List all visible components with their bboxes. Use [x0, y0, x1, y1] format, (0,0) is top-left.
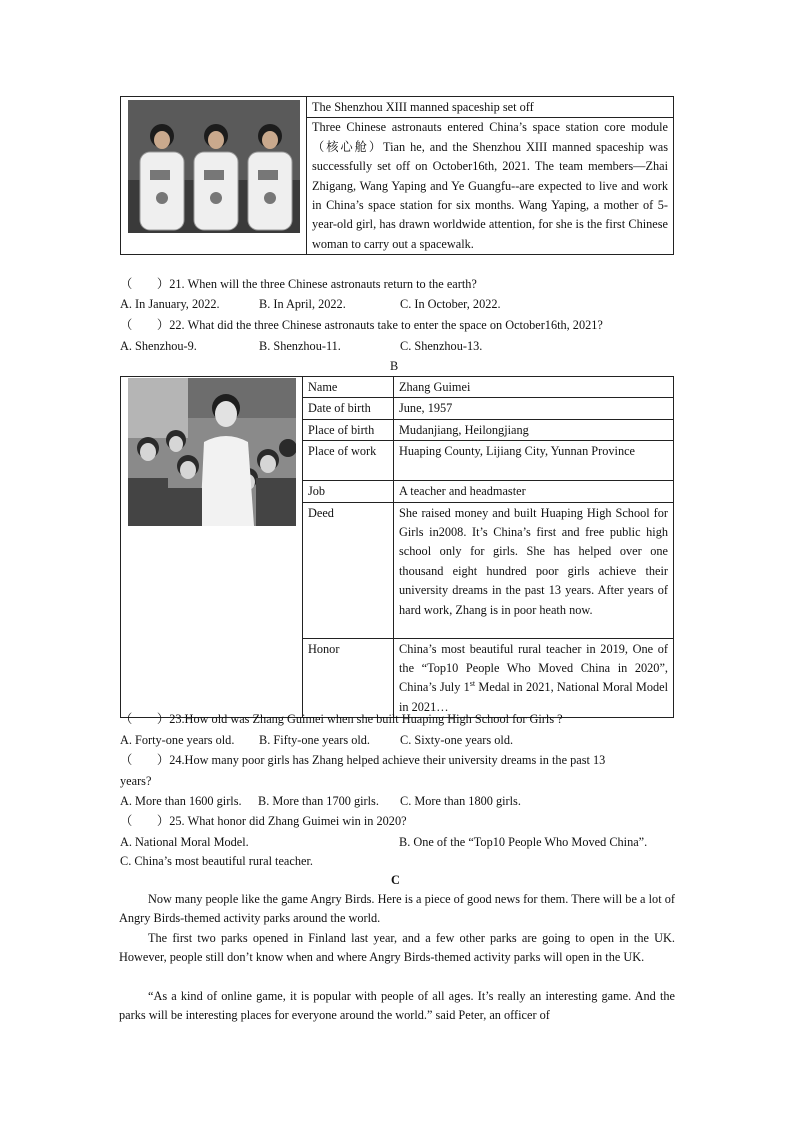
section-c-label: C	[391, 873, 400, 887]
section-a-title: The Shenzhou XIII manned spaceship set off	[307, 97, 674, 118]
row-key-name: Name	[303, 377, 394, 398]
option-24-b: B. More than 1700 girls.	[258, 794, 379, 808]
question-24-cont: years?	[120, 774, 152, 788]
row-value-job: A teacher and headmaster	[394, 481, 674, 502]
row-key-date-of-birth: Date of birth	[303, 398, 394, 419]
row-value-deed: She raised money and built Huaping High School for Girls in2008. It’s China’s first and free public high school only for girls. She has helped over one thousand eight hundred poor girls achieve their university dreams in the past 13 years. After years of hard work, Zhang is in poor heath now.	[394, 502, 674, 638]
row-value-date-of-birth: June, 1957	[394, 398, 674, 419]
honor-text-sup: st	[469, 679, 476, 689]
option-25-a: A. National Moral Model.	[120, 835, 249, 849]
row-key-job: Job	[303, 481, 394, 502]
honor-text-post: Medal in 2021, National Moral Model in 2021…	[399, 680, 668, 714]
row-key-place-of-birth: Place of birth	[303, 419, 394, 440]
teacher-with-students-photo	[128, 378, 296, 526]
honor-text-pre: China’s most beautiful rural teacher in 2019, One of the “Top10 People Who Moved China in 2020”, China’s July 1	[399, 641, 668, 695]
option-22-b: B. Shenzhou-11.	[259, 339, 341, 353]
row-value-place-of-birth: Mudanjiang, Heilongjiang	[394, 419, 674, 440]
row-key-deed: Deed	[303, 502, 394, 638]
section-a-text: Three Chinese astronauts entered China’s space station core module（核心舱）Tian he, and the Shenzhou XIII manned spaceship was successfully set off on October16th, 2021. The team members—Zhai Zhigang, Wang Yaping and Ye Guangfu--are expected to live and work in China’s space station for six months. Wang Yaping, a mother of 5-year-old girl, has drawn worldwide attention, for she is the first Chinese woman to carry out a spacewalk.	[307, 118, 674, 255]
question-23: （ ）23.How old was Zhang Guimei when she built Huaping High School for Girls ?	[120, 712, 563, 726]
option-23-b: B. Fifty-one years old.	[259, 733, 370, 747]
option-25-c: C. China’s most beautiful rural teacher.	[120, 854, 313, 868]
option-23-a: A. Forty-one years old.	[120, 733, 235, 747]
row-value-place-of-work: Huaping County, Lijiang City, Yunnan Province	[394, 441, 674, 481]
astronauts-photo	[128, 100, 300, 233]
section-c-paragraph-1: Now many people like the game Angry Birds. Here is a piece of good news for them. There will be a lot of Angry Birds-themed activity parks around the world.	[119, 892, 675, 926]
row-value-name: Zhang Guimei	[394, 377, 674, 398]
option-21-c: C. In October, 2022.	[400, 297, 501, 311]
option-22-c: C. Shenzhou-13.	[400, 339, 483, 353]
option-21-b: B. In April, 2022.	[259, 297, 346, 311]
section-b-photo-cell	[121, 377, 303, 718]
option-24-a: A. More than 1600 girls.	[120, 794, 242, 808]
row-value-honor	[394, 638, 674, 718]
option-25-b: B. One of the “Top10 People Who Moved China”.	[399, 835, 648, 849]
question-25: （ ）25. What honor did Zhang Guimei win in 2020?	[120, 814, 407, 828]
option-23-c: C. Sixty-one years old.	[400, 733, 514, 747]
section-c-paragraph-2: The first two parks opened in Finland last year, and a few other parks are going to open in the UK. However, people still don’t know when and where Angry Birds-themed activity parks will open in the UK.	[119, 931, 675, 965]
option-22-a: A. Shenzhou-9.	[120, 339, 197, 353]
question-24: （ ）24.How many poor girls has Zhang helped achieve their university dreams in the past 13	[120, 753, 606, 767]
row-key-honor: Honor	[303, 638, 394, 718]
profile-table	[120, 376, 674, 718]
section-b-label: B	[390, 359, 399, 373]
option-21-a: A. In January, 2022.	[120, 297, 220, 311]
section-a-table	[120, 96, 674, 255]
question-22: （ ）22. What did the three Chinese astronauts take to enter the space on October16th, 2021?	[120, 318, 603, 332]
row-key-place-of-work: Place of work	[303, 441, 394, 481]
section-c-paragraph-3: “As a kind of online game, it is popular with people of all ages. It’s really an interesting game. And the parks will be interesting places for everyone around the world.” said Peter, an officer of	[119, 989, 675, 1023]
option-24-c: C. More than 1800 girls.	[400, 794, 521, 808]
question-21: （ ）21. When will the three Chinese astronauts return to the earth?	[120, 277, 477, 291]
section-a-photo-cell	[121, 97, 307, 255]
